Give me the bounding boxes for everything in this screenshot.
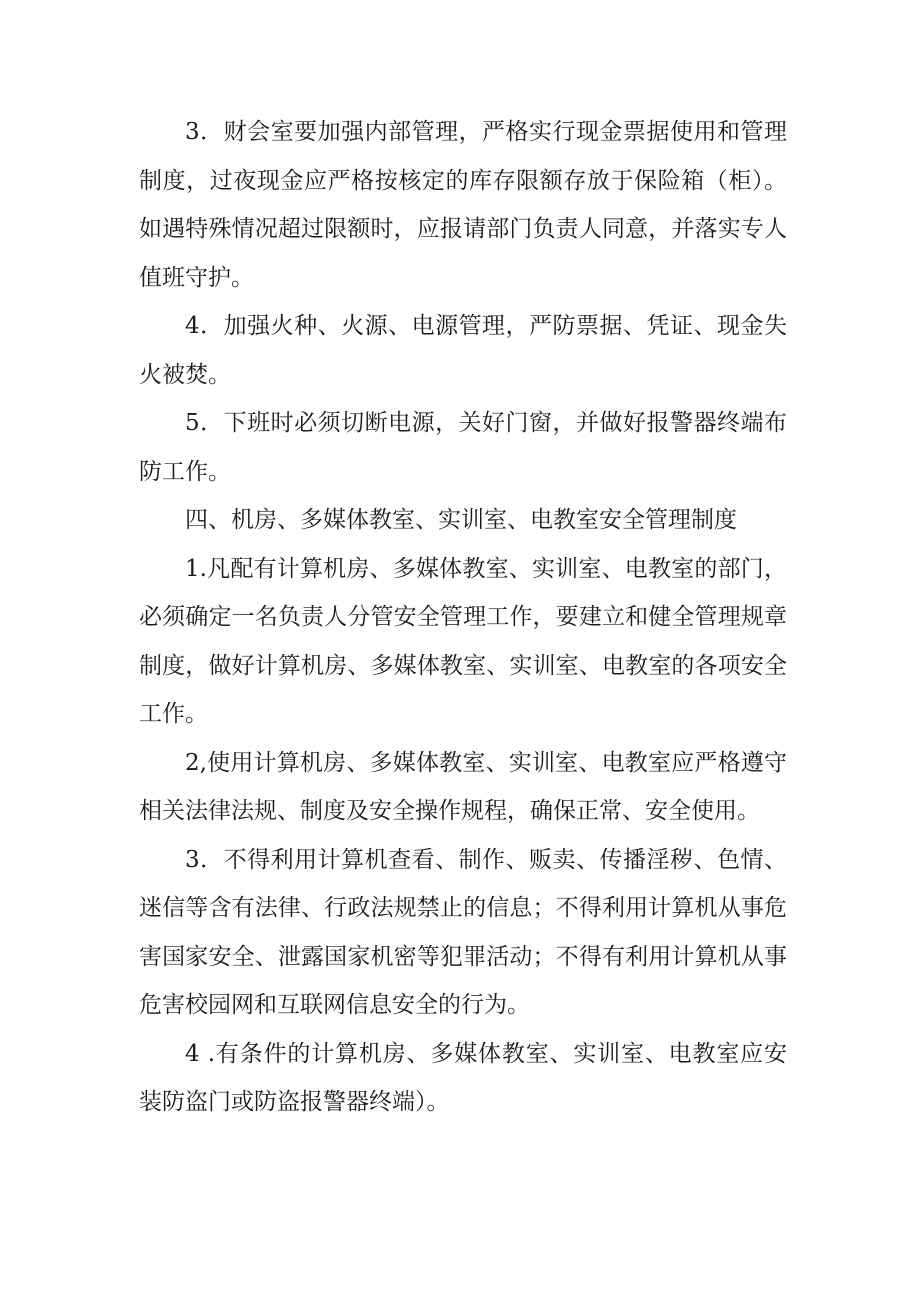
document-body bbox=[139, 108, 787, 1127]
paragraph-anti-theft-doors: 4 .有条件的计算机房、多媒体教室、实训室、电教室应安装防盗门或防盗报警器终端）。 bbox=[139, 1040, 787, 1115]
paragraph-responsible-person: 1.凡配有计算机房、多媒体教室、实训室、电教室的部门，必须确定一名负责人分管安全管理工作，要建立和健全管理规章制度，做好计算机房、多媒体教室、实训室、电教室的各项安全工作。 bbox=[139, 555, 787, 727]
paragraph-finance-cash-management: 3．财会室要加强内部管理，严格实行现金票据使用和管理制度，过夜现金应严格按核定的库存限额存放于保险箱（柜）。如遇特殊情况超过限额时，应报请部门负责人同意，并落实专人值班守护。 bbox=[139, 119, 787, 291]
paragraph-comply-regulations: 2,使用计算机房、多媒体教室、实训室、电教室应严格遵守相关法律法规、制度及安全操作规程，确保正常、安全使用。 bbox=[139, 749, 787, 824]
paragraph-prohibited-information: 3．不得利用计算机查看、制作、贩卖、传播淫秽、色情、迷信等含有法律、行政法规禁止的信息；不得利用计算机从事危害国家安全、泄露国家机密等犯罪活动；不得有利用计算机从事危害校园网和互联网信息安全的行为。 bbox=[139, 846, 787, 1018]
paragraph-power-off-doors: 5．下班时必须切断电源，关好门窗，并做好报警器终端布防工作。 bbox=[139, 410, 787, 485]
section-heading-computer-room-safety: 四、机房、多媒体教室、实训室、电教室安全管理制度 bbox=[185, 507, 737, 533]
paragraph-fire-power-management: 4．加强火种、火源、电源管理，严防票据、凭证、现金失火被焚。 bbox=[139, 313, 787, 388]
